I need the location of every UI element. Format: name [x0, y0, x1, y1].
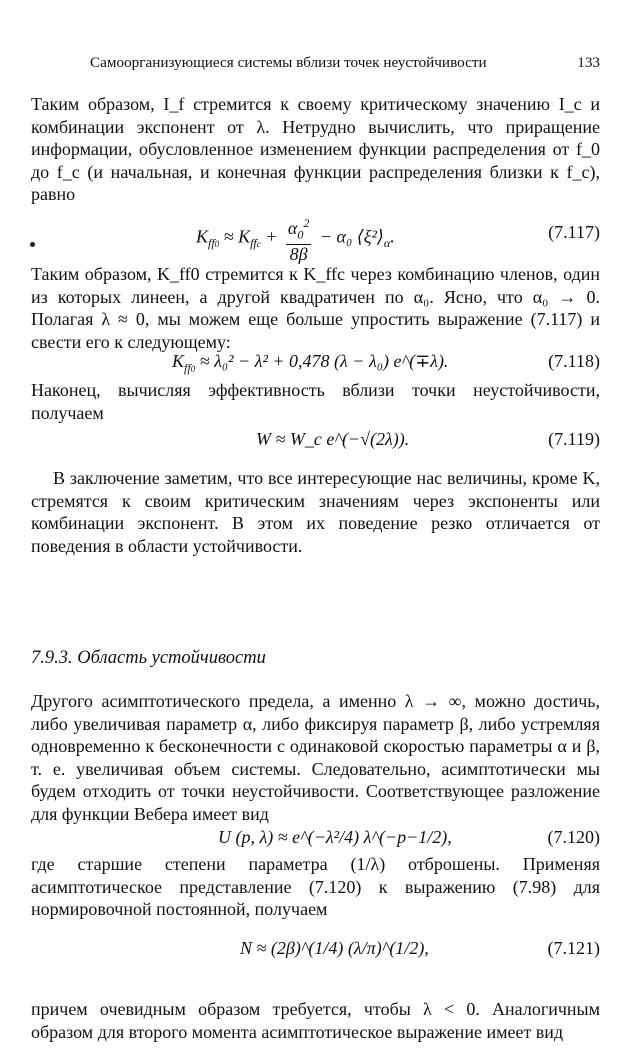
equation-7-118-formula: $K_{ff0} \approx \lambda_0^2 - \lambda^2 + 0,478$ (λ − λ₀) e^(∓λ). — [172, 351, 449, 375]
equation-7-121 — [31, 938, 600, 982]
equation-7-117-number: (7.117) — [548, 222, 600, 242]
equation-7-120-formula: U (p, λ) ≈ e^(−λ²/4) λ^(−p−1/2), — [218, 827, 452, 847]
equation-7-117-mid: K — [238, 226, 251, 247]
running-title: Самоорганизующиеся системы вблизи точек неустойчивости — [90, 54, 487, 71]
equation-7-119-formula: W ≈ W_c e^(−√(2λ)). — [256, 429, 410, 449]
equation-7-117-fraction: $\frac{\alpha_0^2}{8\beta}$ — [287, 216, 310, 264]
paragraph-5: Другого асимптотического предела, а именно λ → ∞, можно достичь, либо увеличивая параметр α, либо фиксируя параметр β, либо устремляя одновременно к бесконечности с одинаковой скоростью параметры α и β, т. е. увеличивая объем системы. Следовательно, асимптотически мы будем отходить от точки неустойчивости. Соответствующее разложение для функции Вебера имеет вид — [31, 691, 600, 824]
equation-7-118-rhs: ≈ λ₀² − λ² + 0,478 (λ − λ₀) e^(∓λ). — [199, 351, 449, 371]
running-head — [60, 54, 600, 78]
paragraph-3: Наконец, вычисляя эффективность вблизи точки неустойчивости, получаем — [31, 380, 600, 423]
equation-7-117-alpha: α — [287, 218, 298, 238]
equation-7-117-tail: − α₀ ⟨ξ²⟩ — [319, 226, 384, 247]
equation-7-117 — [31, 214, 600, 264]
equation-7-120-number: (7.120) — [547, 827, 600, 847]
equation-7-119-number: (7.119) — [548, 429, 600, 449]
paragraph-7: причем очевидным образом требуется, чтобы λ < 0. Аналогичным образом для второго момента асимптотическое выражение имеет вид — [31, 999, 600, 1042]
equation-7-118-number: (7.118) — [548, 351, 600, 371]
paragraph-6: где старшие степени параметра (1/λ) отброшены. Применяя асимптотическое представление (7.120) к выражению (7.98) для нормировочной постоянной, получаем — [31, 854, 600, 920]
equation-7-121-number: (7.121) — [547, 938, 600, 958]
paragraph-4: В заключение заметим, что все интересующие нас величины, кроме K, стремятся к своим критическим значениям через экспоненты или комбинации экспонент. В этом их поведение резко отличается от поведения в области устойчивости. — [31, 468, 600, 556]
paragraph-1: Таким образом, I_f стремится к своему критическому значению I_c и комбинации экспонент от λ. Нетрудно вычислить, что приращение информации, обусловленное изменением функции распределения от f_0 до f_c (и начальная, и конечная функции распределения близки к f_c), равно — [31, 94, 600, 205]
equation-7-117-lhs: K — [196, 226, 209, 247]
equation-7-117-denominator: 8β — [289, 243, 308, 264]
page-number: 133 — [577, 54, 600, 71]
equation-7-117-formula: $K_{ff0} \approx K_{ffc}$ + $\frac{\alpha_0^2}{8\beta}$ − α₀ $⟨\xi^2⟩_\alpha$. — [196, 216, 395, 264]
paragraph-2: Таким образом, K_ff0 стремится к K_ffc через комбинацию членов, один из которых линеен, а другой квадратичен по α₀. Ясно, что α₀ → 0. Полагая λ ≈ 0, мы можем еще больше упростить выражение (7.117) и свести его к следующему: — [31, 264, 600, 352]
equation-7-117-tail-sub: α — [383, 236, 391, 251]
equation-7-117-rel: ≈ — [223, 226, 239, 247]
equation-7-121-formula: N ≈ (2β)^(1/4) (λ/π)^(1/2), — [240, 938, 429, 958]
stray-dot-mark — [30, 242, 35, 247]
section-title: 7.9.3. Область устойчивости — [31, 648, 266, 668]
